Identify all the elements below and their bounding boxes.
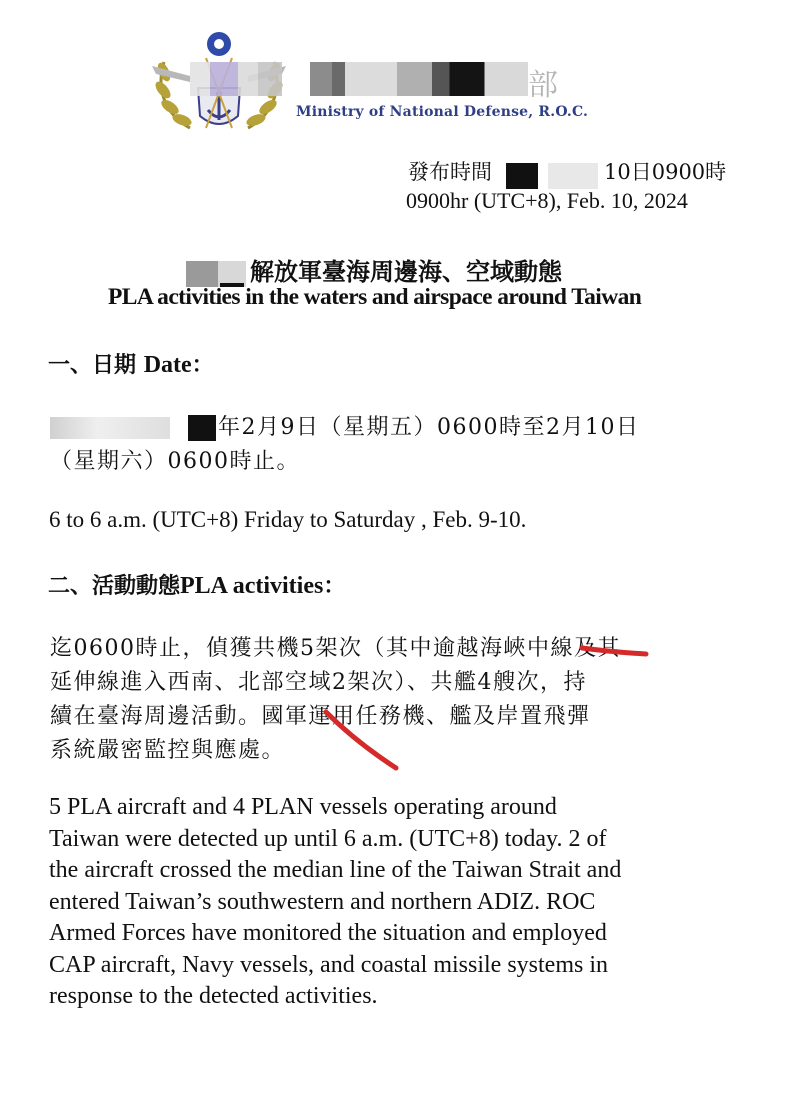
activities-en-line: Taiwan were detected up until 6 a.m. (UTC+8) today. 2 of [49, 825, 607, 852]
redaction-mosaic [50, 415, 218, 441]
heading-cn: 二、活動動態 [48, 573, 181, 599]
activities-en-line: entered Taiwan’s southwestern and northern ADIZ. ROC [49, 888, 596, 915]
release-label: 發布時間 [408, 160, 492, 184]
release-time-en: 0900hr (UTC+8), Feb. 10, 2024 [406, 188, 688, 213]
title-cn-text: 解放軍臺海周邊海、空域動態 [250, 257, 562, 286]
heading-colon: ： [323, 573, 346, 599]
release-time-cn [408, 156, 726, 186]
activities-en-line: Armed Forces have monitored the situation and employed [49, 920, 607, 946]
section-heading-activities [48, 569, 345, 600]
activities-en-line: 5 PLA aircraft and 4 PLAN vessels operating around [49, 794, 557, 820]
activities-cn-line: 迄0600時止，偵獲共機5架次（其中逾越海峽中線及其 [50, 636, 621, 661]
heading-en: PLA activities [180, 573, 324, 599]
redaction-mosaic [186, 261, 250, 287]
redaction-mosaic [310, 62, 528, 96]
heading-colon: ： [191, 352, 214, 378]
date-cn-line-2: （星期六）0600時止。 [50, 449, 300, 474]
date-cn-line-1 [50, 410, 639, 441]
redaction-mosaic [492, 163, 604, 185]
date-en: 6 to 6 a.m. (UTC+8) Friday to Saturday , Feb. 9-10. [49, 507, 527, 532]
section-heading-date [48, 348, 214, 379]
heading-en: Date [143, 352, 192, 378]
activities-en-line: CAP aircraft, Navy vessels, and coastal missile systems in [49, 951, 609, 978]
activities-cn-line: 續在臺海周邊活動。國軍運用任務機、艦及岸置飛彈 [50, 704, 591, 729]
activities-en-paragraph [49, 792, 621, 1013]
ministry-name-en: Ministry of National Defense, R.O.C. [296, 104, 589, 120]
activities-cn-line: 系統嚴密監控與應處。 [50, 738, 286, 763]
ministry-name-cn-tail: 部 [528, 68, 558, 103]
activities-en-line: the aircraft crossed the median line of the Taiwan Strait and [49, 857, 622, 883]
release-time-value: 10日0900時 [604, 160, 727, 184]
date-cn-text-1: 年2月9日（星期五）0600時至2月10日 [218, 415, 640, 440]
activities-en-line: response to the detected activities. [49, 983, 378, 1009]
activities-cn-paragraph [50, 632, 750, 768]
title-en: PLA activities in the waters and airspace around Taiwan [108, 284, 642, 310]
activities-cn-line: 延伸線進入西南、北部空域2架次）、共艦4艘次，持 [50, 670, 587, 695]
redaction-mosaic [190, 62, 282, 96]
title-cn [186, 252, 562, 287]
heading-cn: 一、日期 [48, 352, 137, 378]
